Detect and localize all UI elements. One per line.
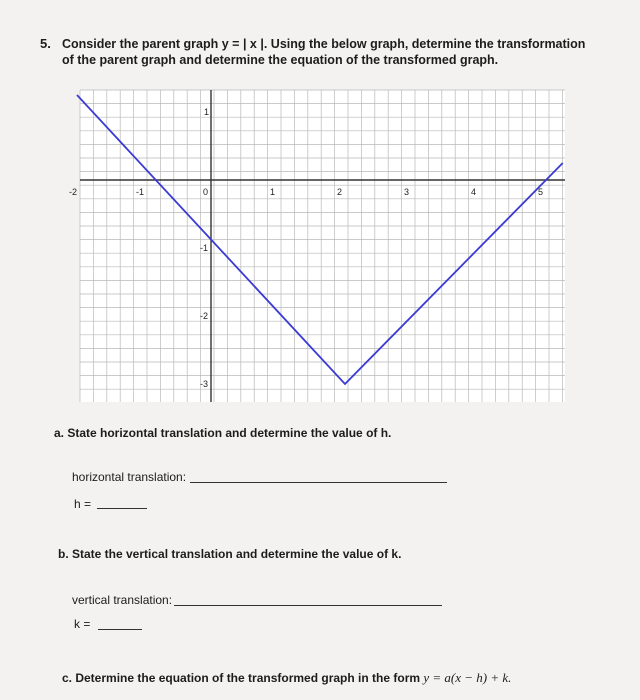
part-c-prompt-text: c. Determine the equation of the transformed graph in the form: [62, 671, 421, 685]
k-label: k =: [74, 617, 91, 631]
question-intro-part1: Consider the parent graph y = | x |.: [62, 37, 268, 51]
question-intro-part2: Using the below graph, determine the transformation: [270, 37, 586, 51]
x-tick-label: 5: [538, 187, 544, 197]
vertical-translation-answer-line[interactable]: [174, 605, 442, 606]
x-tick-label: -1: [136, 187, 145, 197]
part-c-equation: y = a(x − h) + k.: [423, 670, 512, 685]
x-tick-label: 4: [471, 187, 477, 197]
coordinate-grid: [69, 90, 565, 402]
x-tick-label: 3: [404, 187, 410, 197]
question-text: [62, 36, 602, 68]
part-a-field-label: horizontal translation:: [72, 470, 187, 484]
h-answer-line[interactable]: [97, 508, 147, 509]
part-b-prompt: b. State the vertical translation and determine the value of k.: [58, 547, 402, 561]
horizontal-translation-answer-line[interactable]: [190, 482, 447, 483]
y-tick-label: 1: [204, 107, 210, 117]
part-c-prompt: [62, 670, 511, 686]
grid-background: [80, 90, 565, 402]
x-tick-label: 2: [337, 187, 343, 197]
x-tick-label: 0: [203, 187, 209, 197]
part-b-field-label: vertical translation:: [72, 593, 173, 607]
part-a-prompt: a. State horizontal translation and determine the value of h.: [54, 426, 392, 440]
y-tick-label: -2: [200, 311, 209, 321]
y-tick-label: -3: [200, 379, 209, 389]
h-label: h =: [74, 497, 92, 511]
x-tick-label: 1: [270, 187, 276, 197]
x-tick-label: -2: [69, 187, 78, 197]
k-answer-line[interactable]: [98, 629, 142, 630]
graph: [69, 90, 565, 407]
y-tick-label: -1: [200, 243, 209, 253]
question-intro-line2: of the parent graph and determine the equation of the transformed graph.: [62, 53, 499, 67]
question-number: 5.: [40, 36, 51, 51]
